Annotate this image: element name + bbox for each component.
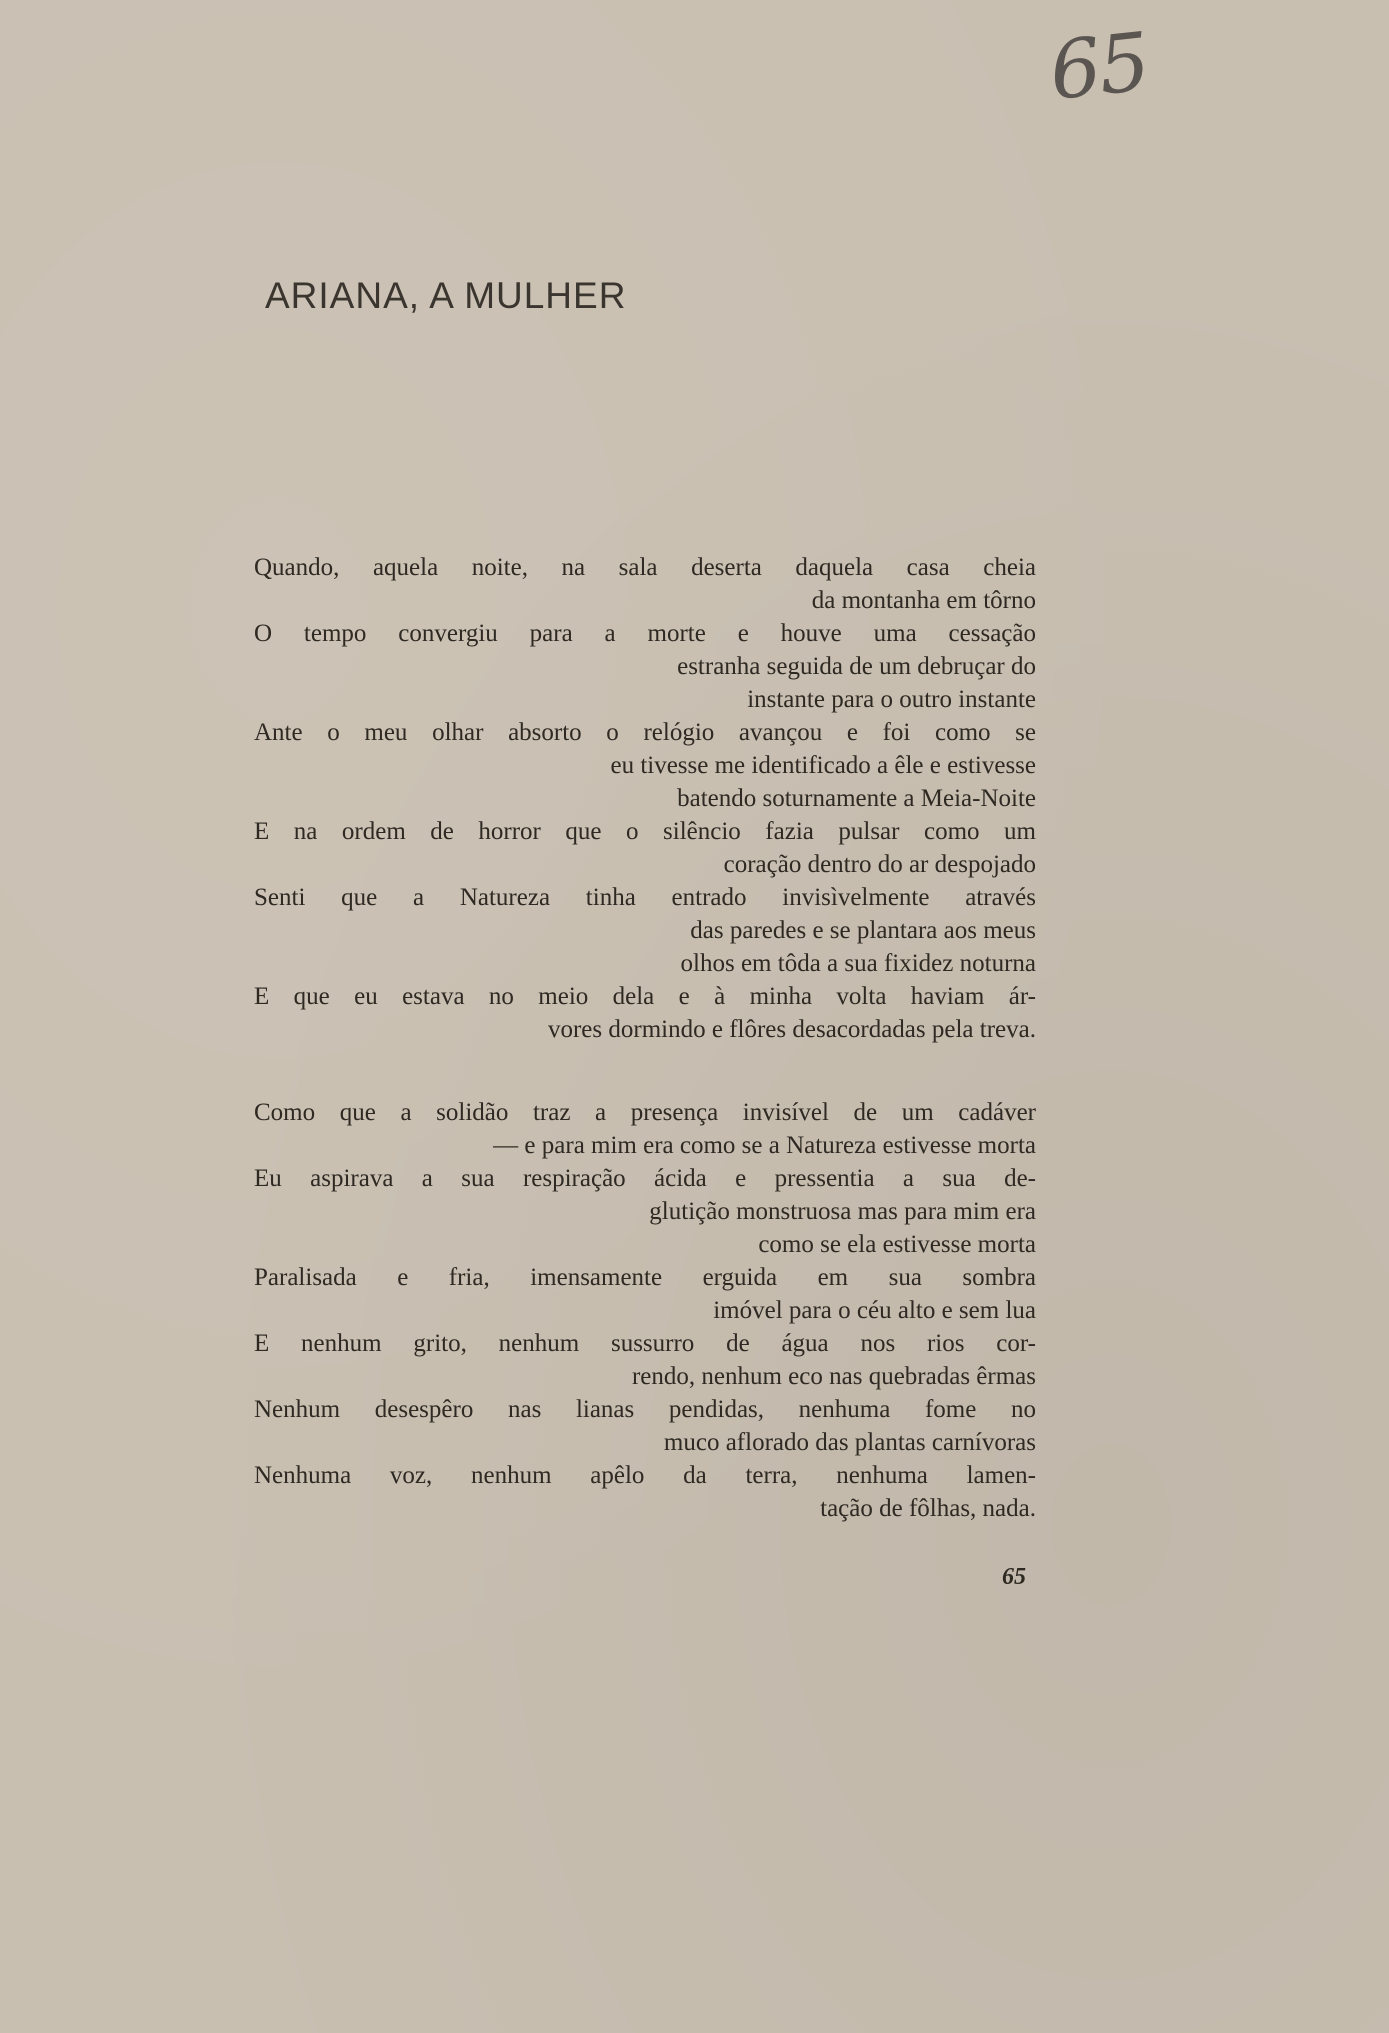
stanza-2 [254,1096,1036,1525]
stanza-1 [254,551,1036,1046]
verse-line: tação de fôlhas, nada. [820,1495,1036,1522]
handwritten-page-number: 65 [1045,15,1153,118]
verse-line: como se ela estivesse morta [758,1231,1036,1258]
verse-line: E nenhum grito, nenhum sussurro de água nos rios cor- [254,1330,1036,1357]
verse-line: E na ordem de horror que o silêncio fazia pulsar como um [254,818,1036,845]
verse-line: coração dentro do ar despojado [723,851,1036,878]
verse-line: imóvel para o céu alto e sem lua [713,1297,1036,1324]
verse-line: glutição monstruosa mas para mim era [649,1198,1036,1225]
verse-line: E que eu estava no meio dela e à minha volta haviam ár- [254,983,1036,1010]
verse-line: eu tivesse me identificado a êle e estivesse [610,752,1036,779]
verse-line: Nenhum desespêro nas lianas pendidas, nenhuma fome no [254,1396,1036,1423]
verse-line: Paralisada e fria, imensamente erguida em sua sombra [254,1264,1036,1291]
verse-line: — e para mim era como se a Natureza estivesse morta [493,1132,1036,1159]
verse-line: da montanha em tôrno [811,587,1036,614]
verse-line: muco aflorado das plantas carnívoras [663,1429,1036,1456]
poem-title: ARIANA, A MULHER [265,275,627,316]
verse-line: vores dormindo e flôres desacordadas pela treva. [547,1016,1036,1043]
verse-line: O tempo convergiu para a morte e houve uma cessação [254,620,1036,647]
verse-line: Nenhuma voz, nenhum apêlo da terra, nenhuma lamen- [254,1462,1036,1489]
verse-line: batendo soturnamente a Meia-Noite [677,785,1036,812]
verse-line: das paredes e se plantara aos meus [690,917,1036,944]
verse-line: olhos em tôda a sua fixidez noturna [680,950,1036,977]
verse-line: instante para o outro instante [747,686,1036,713]
verse-line: rendo, nenhum eco nas quebradas êrmas [631,1363,1036,1390]
verse-line: Quando, aquela noite, na sala deserta daquela casa cheia [254,554,1036,581]
verse-line: Como que a solidão traz a presença invisível de um cadáver [254,1099,1036,1126]
verse-line: estranha seguida de um debruçar do [677,653,1036,680]
verse-line: Ante o meu olhar absorto o relógio avançou e foi como se [254,719,1036,746]
verse-line: Eu aspirava a sua respiração ácida e pressentia a sua de- [254,1165,1036,1192]
verse-line: Senti que a Natureza tinha entrado invisìvelmente através [254,884,1036,911]
page-number: 65 [1002,1564,1026,1590]
